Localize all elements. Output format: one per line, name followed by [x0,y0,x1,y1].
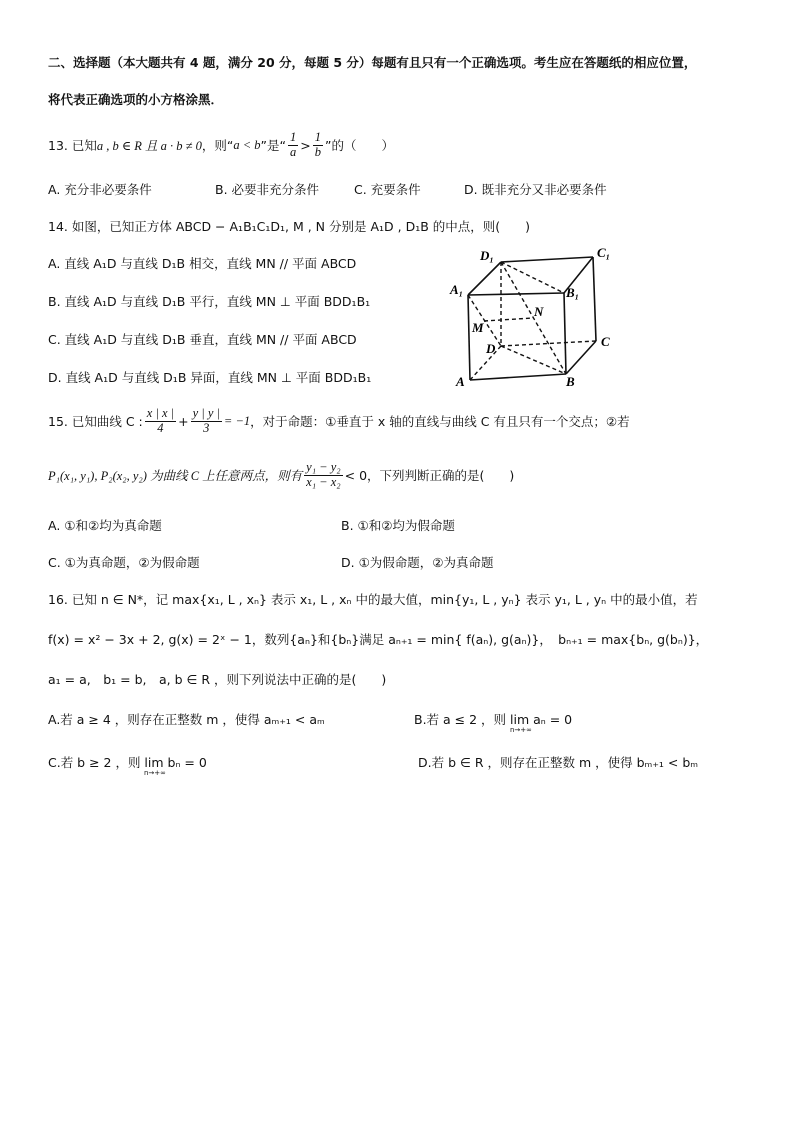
q13-condition: a , b ∈ R 且 a · b ≠ 0 [96,139,202,153]
q15-frac1-den: 4 [157,420,164,435]
label-c1: C₁ [597,245,611,260]
q13-frac1-num: 1 [289,129,297,144]
edge-d1-a1 [468,262,501,295]
q15-frac2-num: y | y | [192,405,220,420]
q15-frac3-num: y₁ − y₂ [306,459,341,474]
q15-stem-rest: ，对于命题：①垂直于 x 轴的直线与曲线 C 有且只有一个交点；②若 [250,414,630,429]
q16-stem-line-1: 16. 已知 n ∈ N*，记 max{x₁, L , xₙ} 表示 x₁, L , xₙ 中的最大值，min{y₁, L , yₙ} 表示 y₁, L , yₙ 中的最小值，若 [48,592,698,607]
q14-option-d: D. 直线 A₁D 与直线 D₁B 异面，直线 MN ⊥ 平面 BDD₁B₁ [48,370,372,385]
label-b: B [566,374,575,389]
cube-figure [446,240,626,390]
q16-stem-line-3: a₁ = a, b₁ = b, a, b ∈ R ，则下列说法中正确的是( ) [48,672,387,687]
q14-stem: 14. 如图，已知正方体 ABCD − A₁B₁C₁D₁, M , N 分别是 A₁D , D₁B 的中点，则( ) [48,219,531,234]
segment-d1-b1 [501,262,564,293]
q13-stem [48,127,394,163]
label-d: D [486,341,496,356]
q15-fraction-3 [304,461,342,490]
q14-option-c: C. 直线 A₁D 与直线 D₁B 垂直，直线 MN // 平面 ABCD [48,332,357,347]
q13-frac2-num: 1 [314,129,321,144]
q16-option-b-text: B.若 a ≤ 2 ，则 lim aₙ = 0 [414,712,573,727]
q16-option-b-lim-sub: n→+∞ [510,726,532,734]
q13-frac1-den: a [289,144,297,159]
q15-fraction-1 [145,407,176,436]
q15-frac1-num: x | x | [146,405,175,420]
label-a: A [456,374,465,389]
q13-frac2-den: b [314,144,321,159]
q14-option-a: A. 直线 A₁D 与直线 D₁B 相交，直线 MN // 平面 ABCD [48,256,357,271]
label-d1: D₁ [480,248,494,263]
edge-c1-c [593,257,596,341]
q15-eq: = −1 [223,413,251,428]
edge-a1-a [468,295,470,380]
q15-frac2-den: 3 [203,420,210,435]
q16-option-c-lim-sub: n→+∞ [144,769,166,777]
segment-m-n [484,318,533,321]
q15-prefix: 15. 已知曲线 C : [48,414,143,429]
label-m: M [472,320,484,335]
label-b1: B₁ [566,285,580,300]
q15-fraction-2 [191,407,222,436]
q16-option-a: A.若 a ≥ 4 ，则存在正整数 m ，使得 aₘ₊₁ < aₘ [48,712,325,727]
section-header-line-1: 二、选择题（本大题共有 4 题，满分 20 分，每题 5 分）每题有且只有一个正确选项。考生应在答题纸的相应位置， [48,55,697,70]
q15-plus: + [178,413,189,429]
q15-line2-post: < 0，下列判断正确的是( ) [344,468,515,483]
segment-d-b [501,346,566,374]
q16-option-d: D.若 b ∈ R ，则存在正整数 m ，使得 bₘ₊₁ < bₘ [418,755,699,770]
edge-b-c [566,341,596,374]
q15-stem-line-2 [48,455,514,495]
q13-suffix: ”的（ ） [324,138,394,153]
section-header-line-2: 将代表正确选项的小方格涂黑． [48,92,224,107]
q15-option-c: C. ①为真命题，②为假命题 [48,555,200,570]
q15-option-d: D. ①为假命题，②为真命题 [341,555,494,570]
edge-b1-b [564,293,566,374]
label-a1: A₁ [450,282,464,297]
q16-option-b [414,710,573,734]
q15-option-a: A. ①和②均为真命题 [48,518,162,533]
q16-option-c-text: C.若 b ≥ 2 ，则 lim bₙ = 0 [48,755,207,770]
q13-option-d: D. 既非充分又非必要条件 [464,182,607,197]
edge-a1-b1 [468,293,564,295]
q13-fraction-1 [288,131,298,160]
cube-solid-edges [468,257,596,380]
q13-p: a < b [233,137,261,152]
q13-option-b: B. 必要非充分条件 [215,182,320,197]
edge-d1-c1 [501,257,593,262]
q15-frac3-den: x₁ − x₂ [306,474,341,489]
q16-option-c [48,753,207,777]
q16-stem-line-2: f(x) = x² − 3x + 2, g(x) = 2ˣ − 1，数列{aₙ}和{bₙ}满足 aₙ₊₁ = min{ f(aₙ), g(aₙ)}， bₙ₊₁ = max{bₙ, g(bₙ)}， [48,632,709,647]
q13-mid2: ”是“ [260,138,286,153]
label-n: N [534,304,544,319]
q15-line2-pre: P₁(x₁, y₁), P₂(x₂, y₂) 为曲线 C 上任意两点，则有 [48,469,303,483]
q14-option-b: B. 直线 A₁D 与直线 D₁B 平行，直线 MN ⊥ 平面 BDD₁B₁ [48,294,371,309]
edge-a-b [470,374,566,380]
label-c: C [601,334,610,349]
q15-stem-line-1 [48,401,630,441]
q13-gt: > [300,137,311,153]
q13-option-c: C. 充要条件 [354,182,421,197]
q13-fraction-2 [313,131,323,160]
q13-mid1: ，则“ [201,138,234,153]
q15-option-b: B. ①和②均为假命题 [341,518,455,533]
q13-option-a: A. 充分非必要条件 [48,182,152,197]
q13-prefix: 13. 已知 [48,138,97,153]
